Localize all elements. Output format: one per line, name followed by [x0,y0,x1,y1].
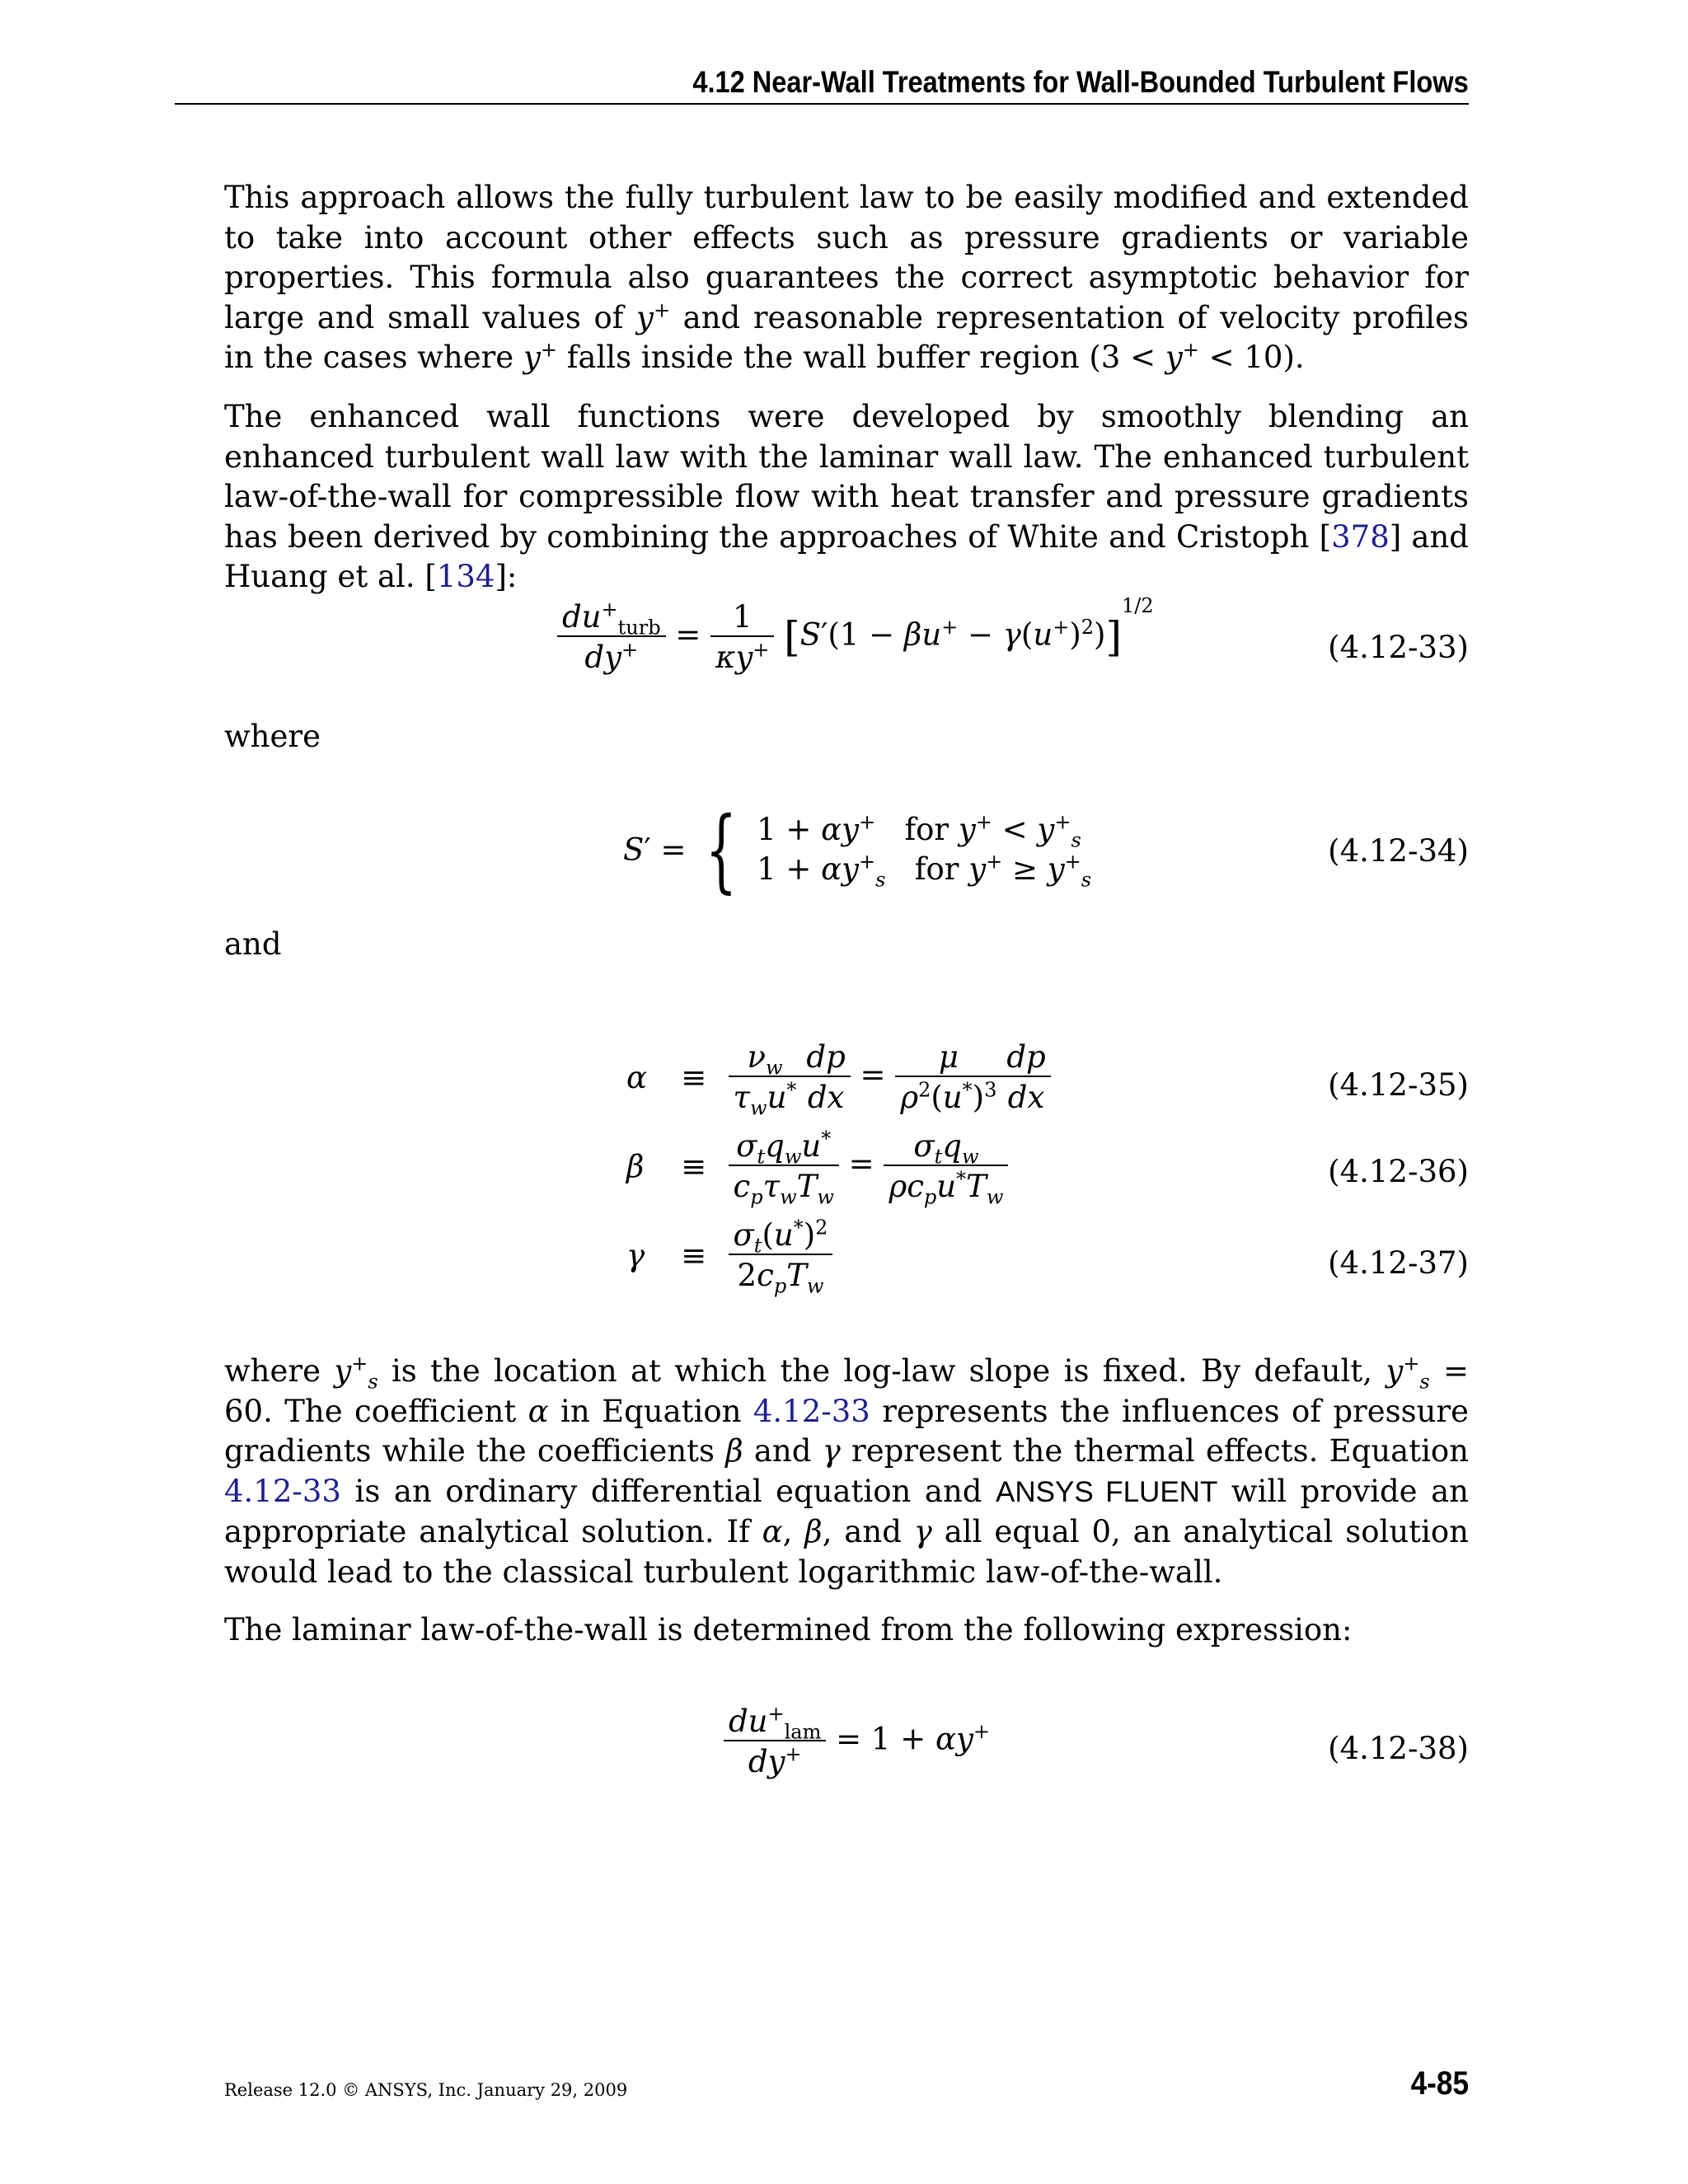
header-title: 4.12 Near-Wall Treatments for Wall-Bounded Turbulent Flows [692,65,1469,99]
paragraph-2 [224,397,1469,598]
p3-t11: , and [822,1514,914,1549]
p3-t1: where [224,1353,335,1389]
p3-t10: , [782,1514,805,1549]
running-header [175,58,1469,105]
equation-alpha: α ≡ $\frac{\nu_w}{\tau_wu^*}$ $\frac{dp}{dx}$ = $\frac{\mu}{\rho^2(u^*)^3}$ $\frac{dp}{dx}$ [626,1042,1051,1113]
p3-t8: is an ordinary differential equation and [340,1473,996,1509]
eq-number-36: (4.12-36) [1328,1154,1469,1189]
paragraph-1: This approach allows the fully turbulent law to be easily modified and extended to take into account other effects such as pressure gradients or variable properties. This formula also guarantees the correct asymptotic behavior for large and small values of y+ and reasonable representation of velocity profiles in the cases where y+ falls inside the wall buffer region (3 < y+ < 10). [224,180,1469,375]
p3-t9: will provide an appropriate analytical solution. If [224,1473,1470,1549]
paragraph-4: The laminar law-of-the-wall is determined from the following expression: [224,1612,1353,1647]
case2-for: for [914,851,959,887]
paragraph-3: where $y^+_s$ is the location at which the log-law slope is fixed. By default, $y^+_s = 60$. The coefficient α in Equation 4.12-33 represents the influences of pressure gradients while the coefficients β and γ represent the thermal effects. Equation 4.12-33 is an ordinary differential equation and ANSYS FLUENT will provide an appropriate analytical solution. If α, β, and γ all equal 0, an analytical solution would lead to the classical turbulent logarithmic law-of-the-wall. [224,1352,1470,1590]
equation-4-12-38: $\frac{du^+_{lam}}{dy^+}$ = 1 + αy+ [724,1706,990,1777]
page-number: 4-85 [1410,2065,1469,2102]
product-name: ANSYS FLUENT [996,1475,1218,1508]
p2-text-a: The enhanced wall functions were developed by smoothly blending an enhanced turbulent wall law with the laminar wall law. The enhanced turbulent law-of-the-wall for compressible flow with heat transfer and pressure gradients has been derived by combining the approaches of White and Cristoph [ [224,399,1469,555]
p3-t5: represents the influences of pressure gradients while the coefficients [224,1393,1469,1469]
p1-text-c: falls inside the wall buffer region (3 < [556,340,1165,375]
p3-t4: in Equation [548,1393,753,1429]
p3-t12: all equal 0, an analytical solution would lead to the classical turbulent logarithmic law-of-the-wall. [224,1514,1469,1590]
equation-gamma: γ ≡ $\frac{\sigma_t(u^*)^2}{2c_pT_w}$ [626,1220,832,1291]
footer-release: Release 12.0 © ANSYS, Inc. January 29, 2009 [224,2080,628,2100]
p1-text-a: This approach allows the fully turbulent law to be easily modified and extended to take into account other effects such as pressure gradients or variable properties. This formula also guarantees the correct asymptotic behavior for large and small values of [224,180,1469,335]
p2-text-c: ]: [495,559,518,594]
where-label-1: where [224,719,321,754]
equation-link-4-12-33[interactable]: 4.12-33 [753,1393,870,1429]
eq-number-35: (4.12-35) [1328,1067,1469,1103]
p3-t7: represent the thermal effects. Equation [840,1433,1470,1469]
p3-t3: = 60. The coefficient [224,1353,1469,1429]
eq-number-34: (4.12-34) [1328,833,1469,869]
equation-4-12-34: S′ = { 1 + αy+ for $y^+ < y^+_s$ $1 + \alpha y^+_s$ for $y^+ \ge y^+_s$ [623,797,1092,902]
eq-number-33: (4.12-33) [1328,630,1469,665]
eq-number-37: (4.12-37) [1328,1245,1469,1281]
eq-number-38: (4.12-38) [1328,1731,1469,1766]
and-label: and [224,926,282,962]
citation-134[interactable]: 134 [436,559,495,594]
equation-link-4-12-33-second[interactable]: 4.12-33 [224,1473,341,1509]
equation-beta: β ≡ $\frac{\sigma_tq_wu^*}{c_p\tau_wT_w}$ = $\frac{\sigma_tq_w}{\rho c_pu^*T_w}$ [626,1131,1008,1202]
p3-t2: is the location at which the log-law slope is fixed. By default, [377,1353,1386,1389]
citation-378[interactable]: 378 [1331,518,1390,555]
equation-4-12-33: $\frac{du^+_{turb}}{dy^+}$ = $\frac{1}{\kappa y^+}$ $[S'(1 - \beta u^+ - \gamma(u^+)^2)]^{1/2}$ [557,602,1154,673]
p3-t6: and [743,1433,823,1469]
case1-for: for [904,812,950,847]
p1-text-b: and reasonable representation of velocity profiles in the cases where [224,299,1469,375]
p2-text-b: ] and Huang et al. [ [224,518,1469,594]
p1-text-d: < 10). [1198,340,1305,375]
